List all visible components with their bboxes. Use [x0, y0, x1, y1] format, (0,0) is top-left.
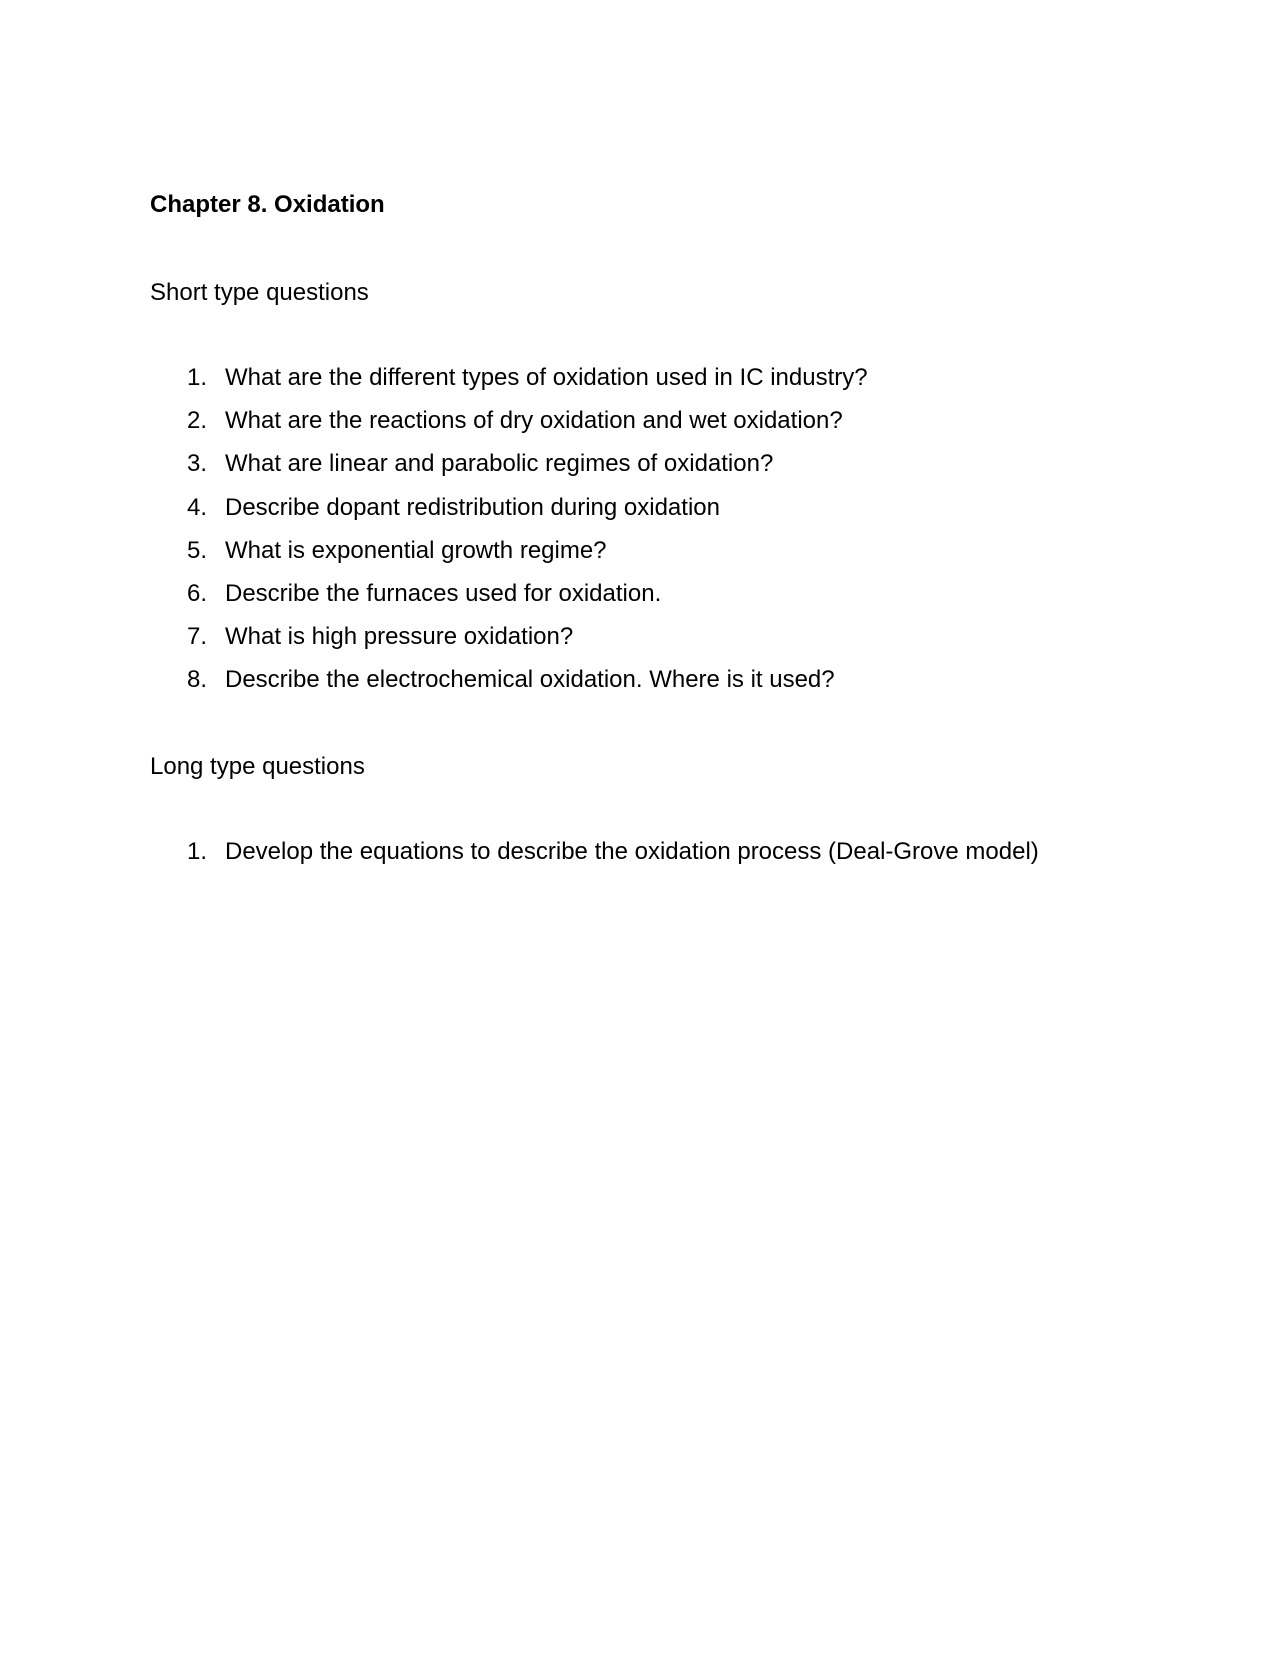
- question-number: 5.: [187, 536, 208, 564]
- question-text: What are linear and parabolic regimes of oxidation?: [225, 450, 774, 478]
- question-number: 7.: [187, 623, 208, 651]
- question-number: 3.: [187, 450, 208, 478]
- chapter-title: Chapter 8. Oxidation: [150, 191, 385, 218]
- short-questions-heading: Short type questions: [150, 279, 369, 306]
- question-text: Describe dopant redistribution during oxidation: [225, 493, 720, 521]
- question-text: What are the different types of oxidation used in IC industry?: [225, 364, 868, 391]
- long-questions-heading: Long type questions: [150, 753, 365, 780]
- question-number: 8.: [187, 666, 208, 694]
- question-text: Describe the electrochemical oxidation. Where is it used?: [225, 666, 835, 694]
- question-text: Describe the furnaces used for oxidation.: [225, 579, 662, 607]
- question-text: Develop the equations to describe the oxidation process (Deal-Grove model): [225, 838, 1039, 865]
- question-number: 4.: [187, 493, 208, 521]
- question-text: What is high pressure oxidation?: [225, 623, 574, 651]
- question-text: What are the reactions of dry oxidation and wet oxidation?: [225, 407, 843, 435]
- question-number: 2.: [187, 407, 208, 435]
- question-number: 1.: [187, 838, 208, 865]
- question-number: 6.: [187, 579, 208, 607]
- question-text: What is exponential growth regime?: [225, 536, 607, 564]
- question-number: 1.: [187, 364, 208, 391]
